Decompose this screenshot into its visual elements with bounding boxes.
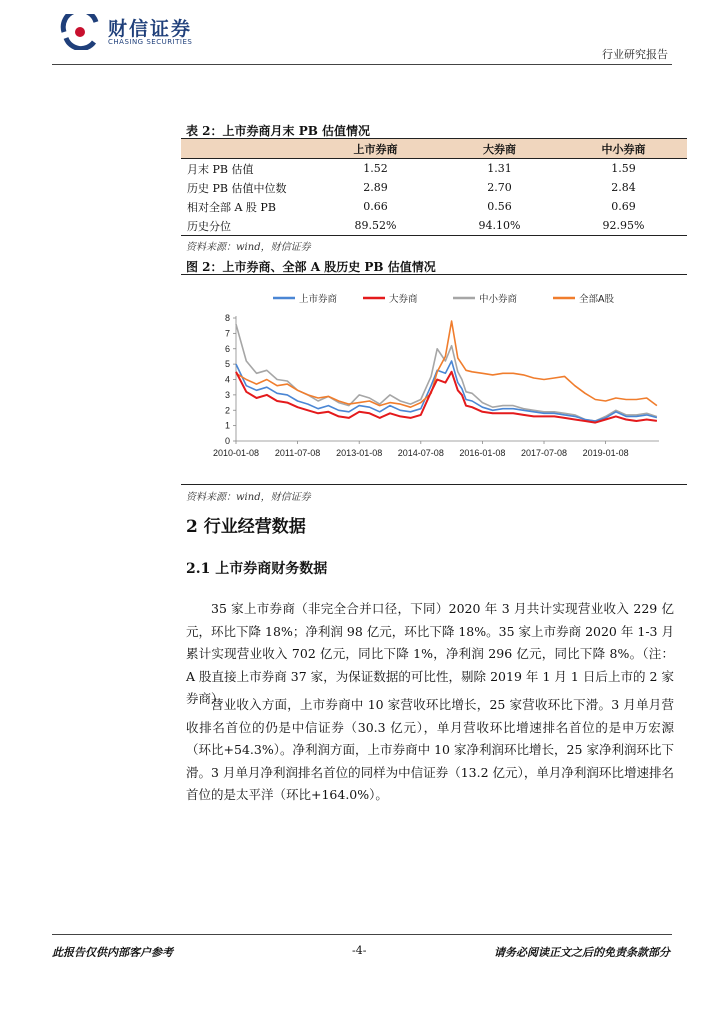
paragraph-revenue-profit: 营业收入方面，上市券商中 10 家营收环比增长，25 家营收环比下滑。3 月单月营收排名首位的仍是中信证券（30.3 亿元），单月营收环比增速排名首位的是申万宏源（环比+54.3%）。净利润方面，上市券商中 10 家净利润环比增长，25 家净利润环比下滑。3 月单月净利润排名首位的同样为中信证券（13.2 亿元），单月净利润环比增速排名首位的是太平洋（环比+164.0%）。 (186, 697, 674, 802)
footer-disclaimer: 此报告仅供内部客户参考 (52, 946, 173, 959)
x-tick-label: 2010-01-08 (212, 448, 260, 458)
y-tick-label: 1 (224, 420, 230, 431)
figure-source-note: 资料来源：wind，财信证券 (186, 492, 311, 503)
table-cell: 2.89 (363, 181, 388, 194)
table-cell: 0.66 (363, 200, 388, 213)
table-row (181, 159, 687, 179)
brand-name-cn: 财信证券 (108, 18, 193, 40)
table-title: 表 2：上市券商月末 PB 估值情况 (186, 124, 371, 138)
header-divider (52, 64, 672, 65)
legend-label: 全部A股 (579, 294, 614, 305)
series-line-1 (236, 372, 657, 423)
footer-divider (52, 934, 672, 935)
table-header-cell: 中小券商 (560, 139, 687, 159)
table-header-cell: 上市券商 (312, 139, 439, 159)
table-row (181, 197, 687, 216)
table-header-row (181, 139, 687, 159)
table-row (181, 178, 687, 197)
table-cell: 0.56 (487, 200, 512, 213)
y-tick-label: 2 (224, 405, 230, 416)
series-line-3 (236, 321, 657, 407)
x-tick-label: 2017-07-08 (520, 448, 568, 458)
table-cell: 2.84 (611, 181, 636, 194)
y-tick-label: 5 (224, 359, 230, 370)
x-tick-label: 2014-07-08 (397, 448, 444, 458)
table-cell: 1.52 (363, 162, 388, 175)
table-cell: 94.10% (478, 219, 521, 232)
row-label: 月末 PB 估值 (187, 162, 254, 176)
report-type-label: 行业研究报告 (602, 48, 668, 61)
y-tick-label: 6 (224, 343, 230, 354)
y-tick-label: 8 (224, 313, 230, 323)
table-cell: 89.52% (354, 219, 397, 232)
legend-label: 大券商 (389, 294, 418, 305)
figure-bottom-rule (181, 484, 687, 485)
row-label: 历史分位 (187, 219, 231, 233)
y-tick-label: 7 (224, 328, 230, 339)
brand-name-en: CHASING SECURITIES (108, 38, 193, 46)
table-source-note: 资料来源：wind，财信证券 (186, 242, 311, 253)
y-tick-label: 3 (224, 389, 230, 400)
x-tick-label: 2019-01-08 (582, 448, 629, 458)
row-label: 历史 PB 估值中位数 (187, 181, 287, 195)
pb-history-chart (181, 276, 687, 482)
legend-label: 上市券商 (299, 294, 338, 305)
pb-valuation-table (181, 138, 687, 236)
table-header-cell: 大券商 (439, 139, 560, 159)
x-tick-label: 2011-07-08 (274, 448, 321, 458)
y-tick-label: 4 (224, 374, 230, 385)
footer-terms-note: 请务必阅读正文之后的免责条款部分 (494, 946, 670, 959)
table-header-cell (181, 139, 312, 159)
paragraph-financials: 35 家上市券商（非完全合并口径，下同）2020 年 3 月共计实现营业收入 229 亿元，环比下降 18%；净利润 98 亿元，环比下降 18%。35 家上市券商 2020 年 1-3 月累计实现营业收入 702 亿元，同比下降 1%，净利润 296 亿元，同比下降 8%。（注：A 股直接上市券商 37 家，为保证数据的可比性，剔除 2019 年 1 月 1 日后上市的 2 家券商）。 (186, 601, 674, 706)
section-heading: 2 行业经营数据 (186, 517, 306, 537)
figure-top-rule (181, 274, 687, 275)
page-number: -4- (352, 944, 367, 957)
brand-logo-icon (60, 14, 100, 50)
table-cell: 2.70 (487, 181, 512, 194)
table-row (181, 216, 687, 236)
figure-title: 图 2：上市券商、全部 A 股历史 PB 估值情况 (186, 260, 436, 274)
table-cell: 0.69 (611, 200, 636, 213)
table-cell: 1.59 (611, 162, 636, 175)
x-tick-label: 2016-01-08 (459, 448, 506, 458)
legend-label: 中小券商 (479, 294, 518, 305)
table-cell: 1.31 (487, 162, 512, 175)
table-cell: 92.95% (602, 219, 645, 232)
x-tick-label: 2013-01-08 (336, 448, 383, 458)
row-label: 相对全部 A 股 PB (187, 200, 276, 214)
y-tick-label: 0 (224, 436, 230, 446)
subsection-heading: 2.1 上市券商财务数据 (186, 561, 328, 577)
